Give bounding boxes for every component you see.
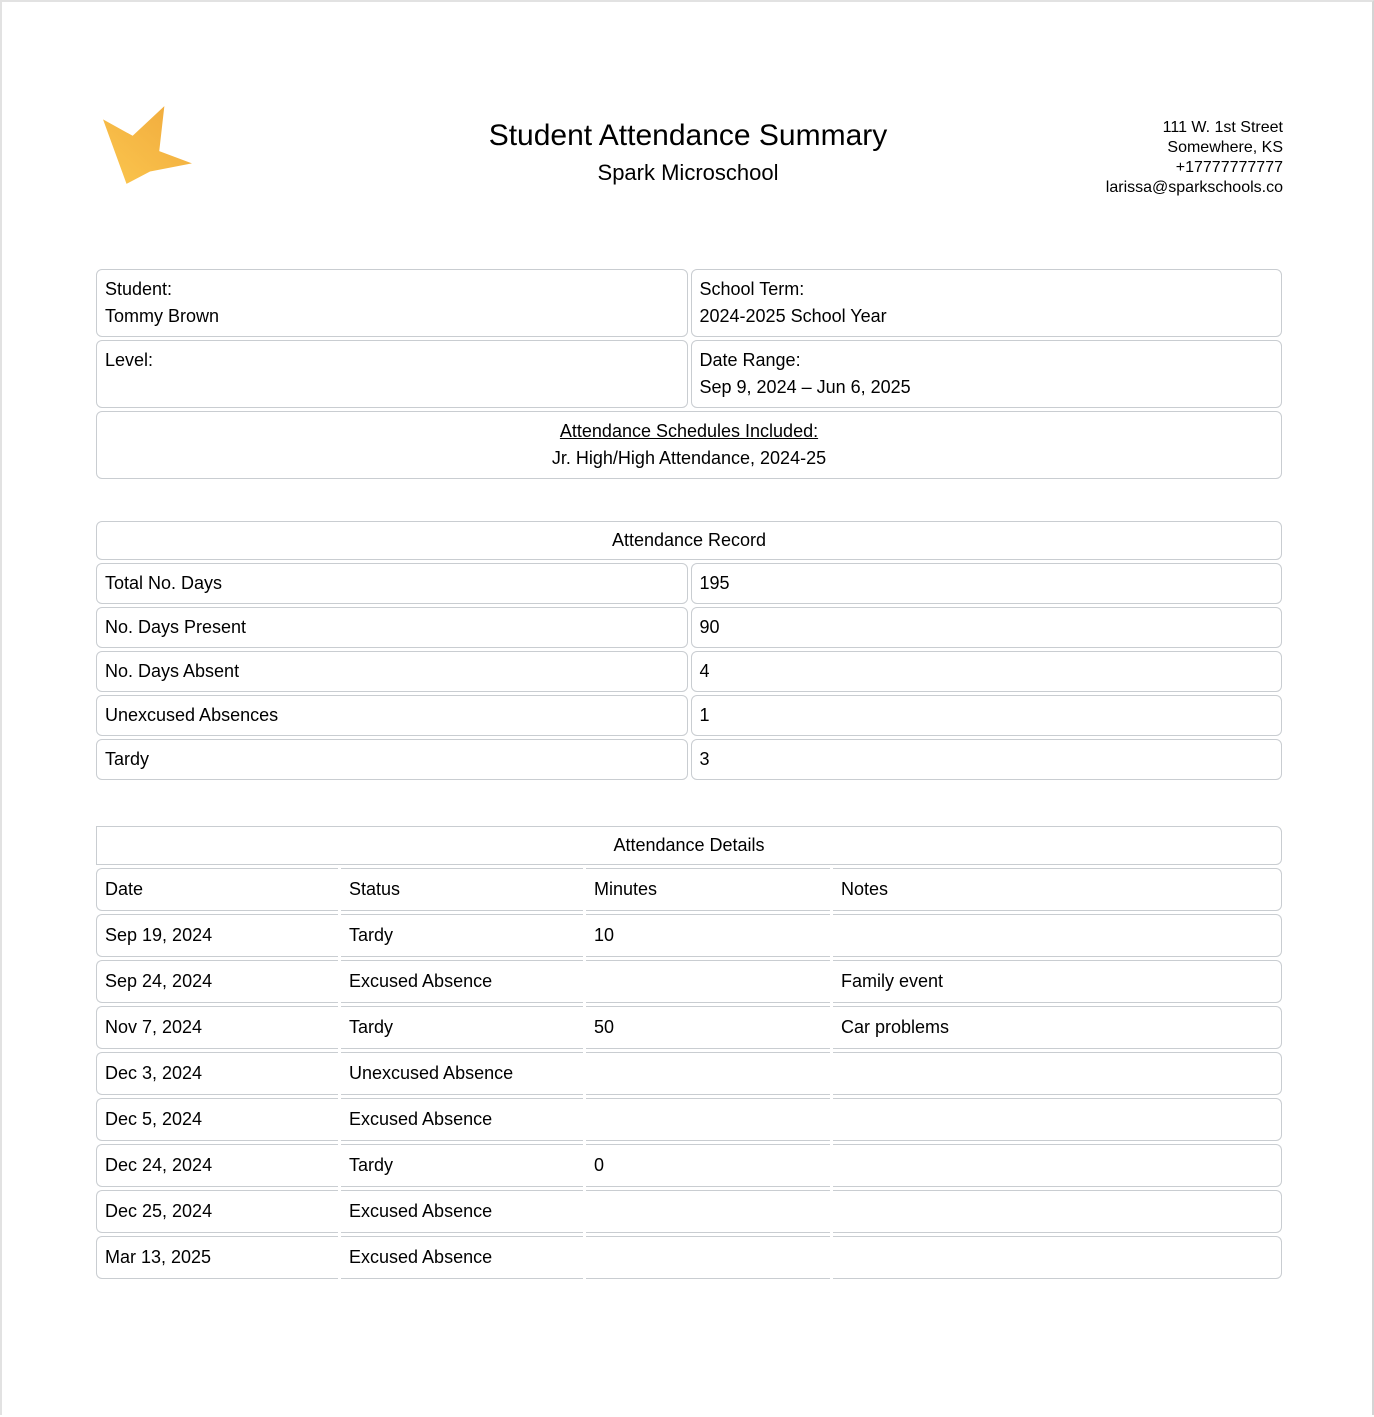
detail-notes bbox=[833, 1052, 1282, 1095]
page-title: Student Attendance Summary bbox=[488, 119, 888, 152]
date-range-label: Date Range: bbox=[699, 350, 801, 370]
student-term-row bbox=[96, 269, 1282, 337]
record-label: No. Days Present bbox=[96, 607, 688, 648]
record-row bbox=[96, 563, 1282, 604]
level-daterange-row bbox=[96, 340, 1282, 408]
column-header-minutes: Minutes bbox=[586, 868, 830, 911]
attendance-record-title: Attendance Record bbox=[96, 521, 1282, 560]
date-range-cell bbox=[691, 340, 1283, 408]
spark-burst-icon bbox=[102, 106, 194, 186]
record-label: No. Days Absent bbox=[96, 651, 688, 692]
student-info-table bbox=[93, 266, 1285, 482]
detail-notes bbox=[833, 1190, 1282, 1233]
record-row bbox=[96, 607, 1282, 648]
attendance-details-table bbox=[93, 823, 1285, 1282]
detail-notes bbox=[833, 914, 1282, 957]
detail-notes bbox=[833, 1236, 1282, 1279]
detail-minutes bbox=[586, 960, 830, 1003]
record-label: Unexcused Absences bbox=[96, 695, 688, 736]
record-value: 90 bbox=[691, 607, 1283, 648]
detail-notes: Family event bbox=[833, 960, 1282, 1003]
detail-minutes: 0 bbox=[586, 1144, 830, 1187]
record-row bbox=[96, 695, 1282, 736]
school-term-value: 2024-2025 School Year bbox=[699, 306, 887, 326]
record-label: Total No. Days bbox=[96, 563, 688, 604]
contact-block bbox=[1031, 106, 1283, 198]
detail-row bbox=[96, 1006, 1282, 1049]
schedules-cell bbox=[96, 411, 1282, 479]
address-line-1: 111 W. 1st Street bbox=[1162, 119, 1283, 136]
detail-row bbox=[96, 1144, 1282, 1187]
phone-number: +17777777777 bbox=[1175, 159, 1283, 176]
record-title-row bbox=[96, 521, 1282, 560]
detail-minutes: 10 bbox=[586, 914, 830, 957]
schedules-row bbox=[96, 411, 1282, 479]
level-label: Level: bbox=[105, 350, 154, 370]
details-column-header-row bbox=[96, 868, 1282, 911]
detail-status: Excused Absence bbox=[341, 960, 583, 1003]
detail-status: Excused Absence bbox=[341, 1190, 583, 1233]
detail-minutes bbox=[586, 1190, 830, 1233]
student-label: Student: bbox=[105, 279, 173, 299]
detail-date: Nov 7, 2024 bbox=[96, 1006, 338, 1049]
record-value: 3 bbox=[691, 739, 1283, 780]
detail-date: Sep 19, 2024 bbox=[96, 914, 338, 957]
attendance-record-table bbox=[93, 518, 1285, 783]
detail-row bbox=[96, 1098, 1282, 1141]
detail-status: Unexcused Absence bbox=[341, 1052, 583, 1095]
detail-date: Dec 5, 2024 bbox=[96, 1098, 338, 1141]
detail-notes bbox=[833, 1144, 1282, 1187]
record-row bbox=[96, 651, 1282, 692]
address-line-2: Somewhere, KS bbox=[1167, 139, 1283, 156]
detail-status: Excused Absence bbox=[341, 1236, 583, 1279]
detail-row bbox=[96, 1236, 1282, 1279]
column-header-notes: Notes bbox=[833, 868, 1282, 911]
record-value: 4 bbox=[691, 651, 1283, 692]
record-value: 1 bbox=[691, 695, 1283, 736]
details-title-row bbox=[96, 826, 1282, 865]
detail-status: Tardy bbox=[341, 1006, 583, 1049]
detail-row bbox=[96, 1052, 1282, 1095]
detail-status: Tardy bbox=[341, 1144, 583, 1187]
detail-status: Excused Absence bbox=[341, 1098, 583, 1141]
detail-notes: Car problems bbox=[833, 1006, 1282, 1049]
detail-date: Sep 24, 2024 bbox=[96, 960, 338, 1003]
detail-row bbox=[96, 1190, 1282, 1233]
column-header-date: Date bbox=[96, 868, 338, 911]
school-name: Spark Microschool bbox=[597, 160, 779, 185]
email-address: larissa@sparkschools.co bbox=[1105, 179, 1283, 196]
detail-minutes: 50 bbox=[586, 1006, 830, 1049]
level-cell bbox=[96, 340, 688, 408]
detail-status: Tardy bbox=[341, 914, 583, 957]
school-term-cell bbox=[691, 269, 1283, 337]
school-term-label: School Term: bbox=[699, 279, 805, 299]
detail-date: Dec 24, 2024 bbox=[96, 1144, 338, 1187]
school-logo bbox=[93, 106, 345, 186]
column-header-status: Status bbox=[341, 868, 583, 911]
level-value bbox=[105, 374, 679, 401]
record-row bbox=[96, 739, 1282, 780]
schedules-value: Jr. High/High Attendance, 2024-25 bbox=[551, 448, 827, 468]
record-value: 195 bbox=[691, 563, 1283, 604]
detail-minutes bbox=[586, 1052, 830, 1095]
date-range-value: Sep 9, 2024 – Jun 6, 2025 bbox=[699, 377, 911, 397]
detail-date: Mar 13, 2025 bbox=[96, 1236, 338, 1279]
student-name: Tommy Brown bbox=[105, 306, 220, 326]
detail-minutes bbox=[586, 1098, 830, 1141]
title-block bbox=[345, 106, 1031, 187]
detail-notes bbox=[833, 1098, 1282, 1141]
detail-date: Dec 25, 2024 bbox=[96, 1190, 338, 1233]
detail-date: Dec 3, 2024 bbox=[96, 1052, 338, 1095]
detail-row bbox=[96, 960, 1282, 1003]
attendance-details-title: Attendance Details bbox=[96, 826, 1282, 865]
report-header bbox=[2, 2, 1372, 198]
student-cell bbox=[96, 269, 688, 337]
record-label: Tardy bbox=[96, 739, 688, 780]
detail-minutes bbox=[586, 1236, 830, 1279]
detail-row bbox=[96, 914, 1282, 957]
schedules-heading: Attendance Schedules Included: bbox=[559, 421, 819, 441]
